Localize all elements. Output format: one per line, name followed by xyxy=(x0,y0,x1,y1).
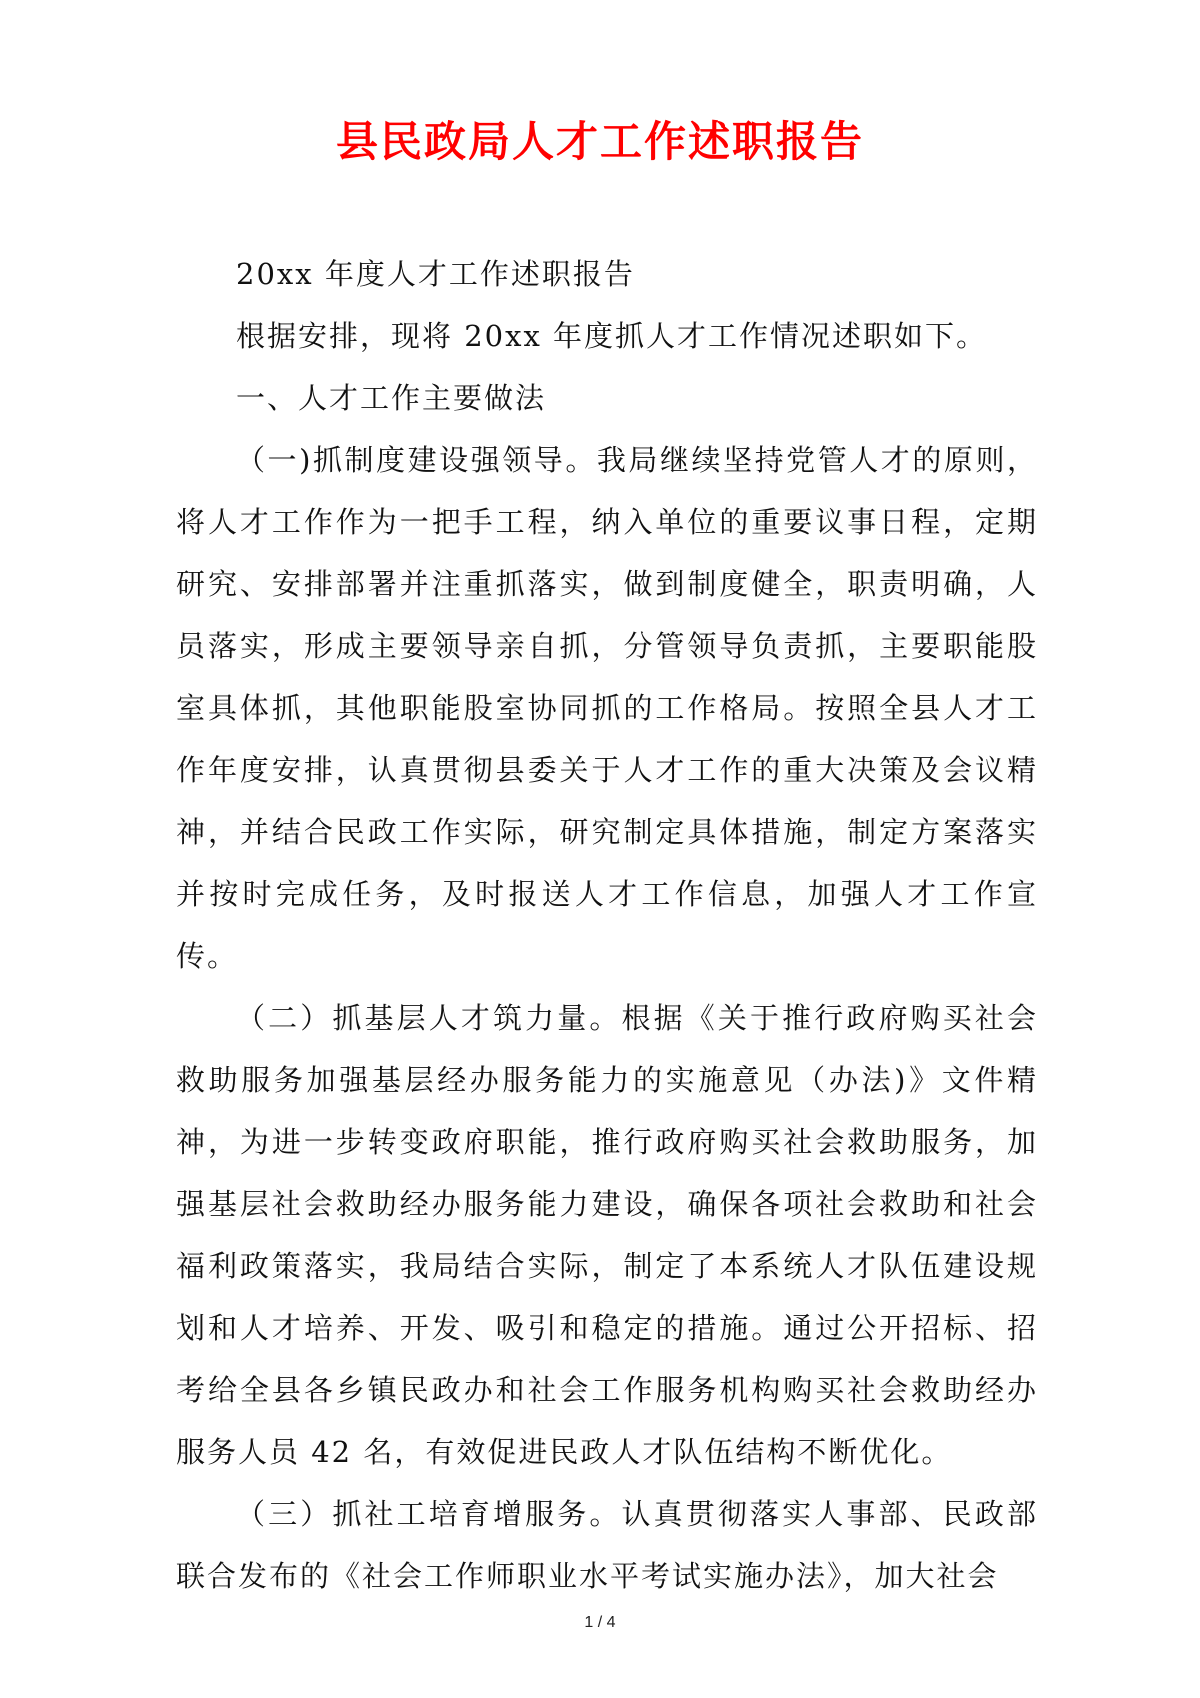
paragraph-subtitle: 20xx 年度人才工作述职报告 xyxy=(236,257,635,291)
page-number: 1 / 4 xyxy=(584,1614,616,1631)
document-body xyxy=(176,243,1038,1607)
paragraph-item-1: （一)抓制度建设强领导。我局继续坚持党管人才的原则，将人才工作作为一把手工程，纳入单位的重要议事日程，定期研究、安排部署并注重抓落实，做到制度健全，职责明确，人员落实，形成主要领导亲自抓，分管领导负责抓，主要职能股室具体抓，其他职能股室协同抓的工作格局。按照全县人才工作年度安排，认真贯彻县委关于人才工作的重大决策及会议精神，并结合民政工作实际，研究制定具体措施，制定方案落实并按时完成任务，及时报送人才工作信息，加强人才工作宣传。 xyxy=(176,443,1038,973)
paragraph-item-2: （二）抓基层人才筑力量。根据《关于推行政府购买社会救助服务加强基层经办服务能力的实施意见（办法)》文件精神，为进一步转变政府职能，推行政府购买社会救助服务，加强基层社会救助经办服务能力建设，确保各项社会救助和社会福利政策落实，我局结合实际，制定了本系统人才队伍建设规划和人才培养、开发、吸引和稳定的措施。通过公开招标、招考给全县各乡镇民政办和社会工作服务机构购买社会救助经办服务人员 42 名，有效促进民政人才队伍结构不断优化。 xyxy=(176,1001,1038,1469)
paragraph-intro: 根据安排，现将 20xx 年度抓人才工作情况述职如下。 xyxy=(236,319,988,353)
document-title: 县民政局人才工作述职报告 xyxy=(335,117,864,166)
paragraph-item-3: （三）抓社工培育增服务。认真贯彻落实人事部、民政部联合发布的《社会工作师职业水平考试实施办法》，加大社会 xyxy=(176,1497,1038,1593)
section-heading: 一、人才工作主要做法 xyxy=(236,381,547,415)
